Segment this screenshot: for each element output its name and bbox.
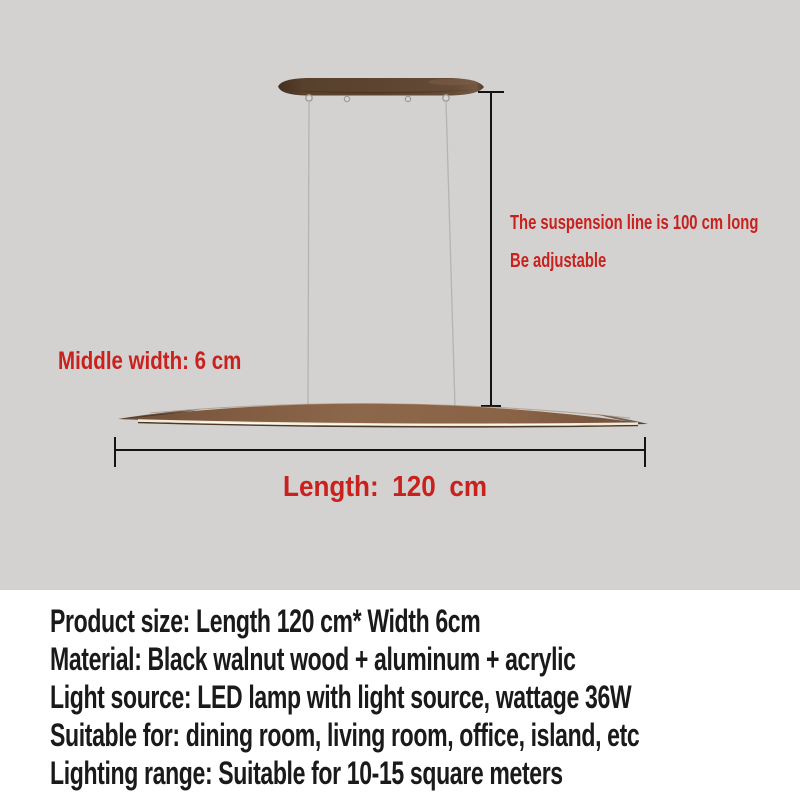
ceiling-canopy bbox=[278, 78, 484, 96]
suspension-dimension-line bbox=[478, 92, 504, 406]
spec-product-size: Product size: Length 120 cm* Width 6cm bbox=[50, 603, 481, 639]
adjustable-label: Be adjustable bbox=[510, 250, 607, 272]
spec-light-source: Light source: LED lamp with light source, wattage 36W bbox=[50, 679, 632, 715]
spec-material: Material: Black walnut wood + aluminum + acrylic bbox=[50, 641, 576, 677]
hanging-loop bbox=[306, 95, 449, 102]
suspension-note bbox=[510, 204, 758, 280]
spec-suitable-for: Suitable for: dining room, living room, office, island, etc bbox=[50, 717, 640, 753]
length-label: Length: 120 cm bbox=[283, 471, 488, 503]
lamp-bar bbox=[118, 404, 648, 427]
length-dimension-line bbox=[115, 437, 645, 467]
suspension-wire bbox=[308, 101, 455, 409]
suspension-length-label: The suspension line is 100 cm long bbox=[510, 212, 759, 234]
middle-width-label: Middle width: 6 cm bbox=[58, 347, 242, 375]
spec-list bbox=[50, 602, 800, 792]
spec-lighting-range: Lighting range: Suitable for 10-15 square meters bbox=[50, 755, 563, 791]
